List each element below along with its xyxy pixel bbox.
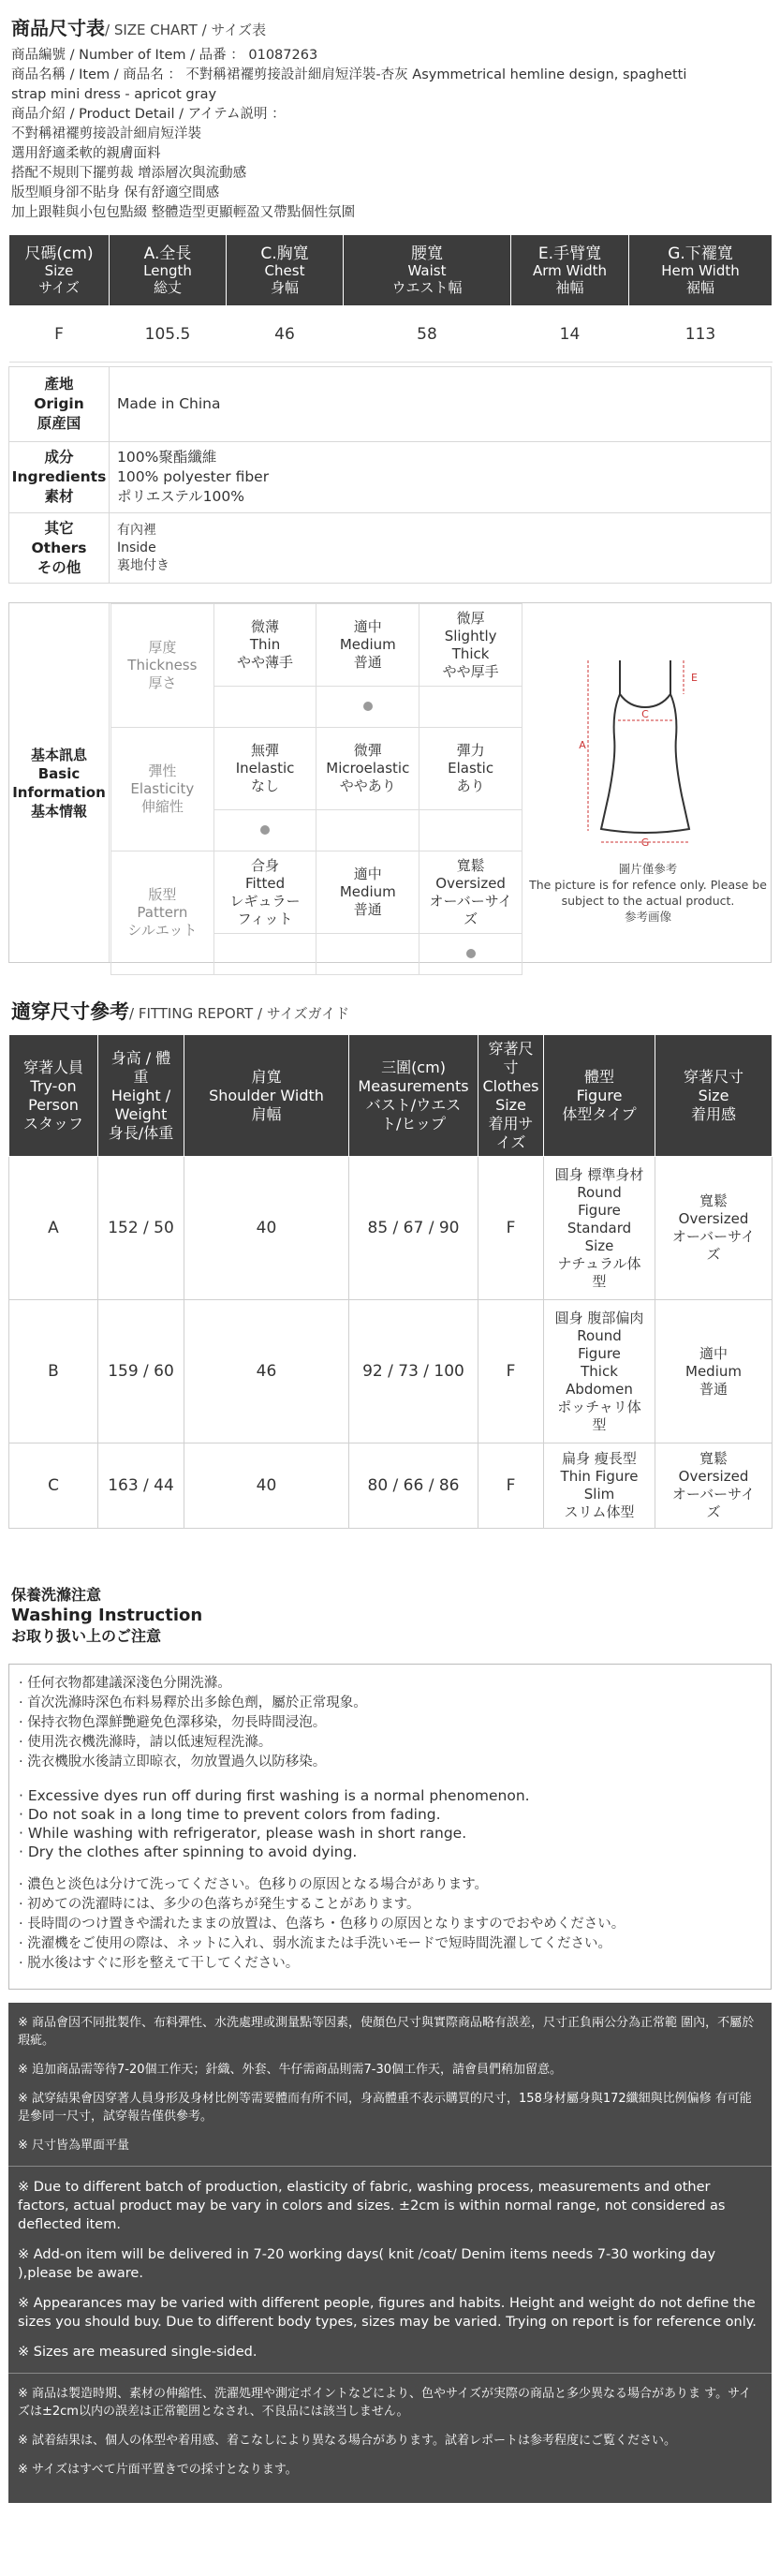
info-table bbox=[8, 366, 772, 584]
hdr-line: ト/ヒップ bbox=[381, 1114, 446, 1133]
hem-letter: G bbox=[640, 836, 650, 849]
pattern-option-fitted bbox=[213, 851, 316, 934]
strap-letter: E bbox=[691, 672, 698, 684]
pattern-label-ja: シルエット bbox=[127, 922, 198, 939]
thickness-option-thin bbox=[213, 604, 316, 687]
indicator-cell bbox=[419, 810, 522, 851]
pattern-label-en: Pattern bbox=[137, 904, 188, 921]
header-arm-zh: E.手臂寬 bbox=[537, 244, 602, 263]
cell-shoulder: 40 bbox=[184, 1157, 349, 1300]
product-detail-line: 搭配不規則下擺剪裁 增添層次與流動感 bbox=[11, 166, 247, 181]
cell-shoulder: 46 bbox=[184, 1300, 349, 1443]
hdr-line: Figure bbox=[576, 1086, 623, 1104]
feel-line: オーバーサイ bbox=[671, 1486, 756, 1503]
others-en: Inside bbox=[117, 540, 156, 555]
header-figure bbox=[544, 1035, 655, 1157]
washing-title-en: Washing Instruction bbox=[11, 1606, 203, 1625]
wash-line: · 長時間のつけ置きや濡れたままの放置は、色落ち・色移りの原因となりますのでおやめください。 bbox=[19, 1917, 625, 1932]
others-label-zh: 其它 bbox=[44, 519, 74, 537]
feel-line: オーバーサイ bbox=[671, 1228, 756, 1245]
elasticity-options-row bbox=[111, 728, 522, 810]
note-item: ※ 尺寸皆為單面平量 bbox=[18, 2139, 130, 2153]
cell-waist: 58 bbox=[344, 306, 511, 363]
elasticity-label-zh: 彈性 bbox=[148, 762, 177, 779]
opt-line: Thick bbox=[451, 644, 490, 662]
opt-line: レギュラー bbox=[229, 892, 301, 910]
indicator-cell bbox=[316, 687, 419, 728]
fig-line: Figure bbox=[578, 1344, 621, 1362]
opt-line: Medium bbox=[339, 636, 396, 653]
wash-line: · Excessive dyes run off during first washing is a normal phenomenon. bbox=[19, 1787, 530, 1804]
fitting-report-header bbox=[11, 997, 780, 1025]
wash-line: · 首次洗滌時深色布料易釋於出多餘色劑，屬於正常現象。 bbox=[19, 1695, 367, 1710]
ingredients-label-ja: 素材 bbox=[44, 488, 74, 505]
elasticity-label bbox=[111, 728, 214, 851]
note-item: ※ 商品會因不同批製作、布料彈性、水洗處理或測量點等因素，使顏色尺寸與實際商品略有誤差，尺寸正負兩公分為正常範 圍內，不屬於瑕疵。 bbox=[18, 2016, 755, 2048]
opt-line: 微彈 bbox=[353, 742, 382, 759]
wash-line: · 使用洗衣機洗滌時，請以低速短程洗滌。 bbox=[19, 1735, 272, 1750]
opt-line: 適中 bbox=[353, 618, 382, 635]
fig-line: ポッチャリ体 bbox=[557, 1398, 641, 1415]
fig-line: Standard bbox=[567, 1219, 632, 1236]
header-chest bbox=[227, 235, 344, 306]
header-waist-zh: 腰寬 bbox=[411, 244, 443, 263]
washing-title bbox=[11, 1585, 780, 1647]
opt-line: Inelastic bbox=[235, 760, 295, 777]
fig-line: Thin Figure bbox=[560, 1468, 639, 1485]
selected-dot-icon bbox=[466, 949, 476, 958]
header-size-en: Size bbox=[44, 261, 74, 279]
opt-line: ズ bbox=[464, 910, 478, 927]
ingredients-ja: ポリエステル100% bbox=[117, 488, 244, 505]
basic-info-en-1: Basic bbox=[37, 764, 81, 782]
wash-line: · 洗濯機をご使用の際は、ネットに入れ、弱水流または手洗いモードで短時間洗濯してください。 bbox=[19, 1936, 612, 1951]
indicator-cell bbox=[316, 810, 419, 851]
basic-info-zh: 基本訊息 bbox=[30, 746, 87, 763]
thickness-label-zh: 厚度 bbox=[148, 639, 177, 656]
wash-line: · 濃色と淡色は分けて洗ってください。色移りの原因となる場合があります。 bbox=[19, 1877, 489, 1892]
opt-line: 無彈 bbox=[251, 742, 280, 759]
fitting-row-c bbox=[9, 1443, 773, 1529]
origin-row bbox=[9, 367, 772, 442]
notes-ja bbox=[18, 2385, 762, 2479]
fig-line: Round bbox=[577, 1183, 622, 1201]
note-zh: 圖片僅參考 bbox=[618, 862, 678, 876]
note-item: ※ Sizes are measured single-sided. bbox=[18, 2345, 258, 2360]
thickness-label-ja: 厚さ bbox=[148, 674, 177, 691]
cell-size: F bbox=[478, 1157, 544, 1300]
size-row-f bbox=[9, 306, 773, 363]
opt-line: なし bbox=[251, 777, 280, 794]
fig-line: スリム体型 bbox=[564, 1503, 635, 1520]
hdr-line: Weight bbox=[114, 1104, 168, 1123]
dress-diagram-svg bbox=[562, 655, 749, 851]
dress-diagram bbox=[562, 655, 749, 851]
hdr-line: Height / bbox=[110, 1086, 171, 1104]
selected-dot-icon bbox=[260, 825, 270, 835]
size-chart-subtitle: / SIZE CHART / サイズ表 bbox=[105, 22, 267, 38]
cell-person: B bbox=[9, 1300, 98, 1443]
wash-line: · 保持衣物色澤鮮艷避免色澤移染，勿長時間浸泡。 bbox=[19, 1715, 327, 1730]
ingredients-label-zh: 成分 bbox=[44, 449, 74, 466]
indicator-cell bbox=[419, 934, 522, 975]
elasticity-option-microelastic bbox=[316, 728, 419, 810]
opt-line: Elastic bbox=[448, 760, 494, 777]
thickness-options-row bbox=[111, 604, 522, 687]
header-hem-en: Hem Width bbox=[661, 261, 740, 279]
notes-panel bbox=[8, 2003, 772, 2503]
header-shoulder bbox=[184, 1035, 349, 1157]
opt-line: 寬鬆 bbox=[456, 856, 485, 874]
hdr-line: Size bbox=[495, 1095, 526, 1114]
hdr-line: バスト/ウエス bbox=[365, 1095, 462, 1114]
size-chart-header bbox=[0, 0, 780, 223]
opt-line: Microelastic bbox=[326, 760, 410, 777]
others-label-en: Others bbox=[31, 539, 87, 556]
indicator-cell bbox=[316, 934, 419, 975]
cell-person: A bbox=[9, 1157, 98, 1300]
size-table bbox=[8, 234, 773, 363]
ingredients-row bbox=[9, 442, 772, 513]
note-item: ※ Add-on item will be delivered in 7-20 working days( knit /coat/ Denim items needs 7-30 working day ),please be aware. bbox=[18, 2247, 716, 2281]
header-waist-ja: ウエスト幅 bbox=[391, 278, 463, 296]
note-item: ※ サイズはすべて片面平置きでの採寸となります。 bbox=[18, 2463, 298, 2477]
indicator-cell bbox=[213, 934, 316, 975]
cell-fit-feel bbox=[655, 1157, 773, 1300]
opt-line: 合身 bbox=[251, 856, 280, 874]
header-length-zh: A.全長 bbox=[143, 244, 192, 263]
header-size-zh: 尺碼(cm) bbox=[24, 244, 94, 263]
cell-person: C bbox=[9, 1443, 98, 1529]
thickness-label-en: Thickness bbox=[127, 657, 198, 674]
opt-line: フィット bbox=[237, 910, 293, 927]
fig-line: 型 bbox=[592, 1272, 607, 1290]
cell-height-weight: 163 / 44 bbox=[98, 1443, 184, 1529]
fig-line: Figure bbox=[578, 1201, 621, 1219]
selected-dot-icon bbox=[363, 702, 373, 711]
opt-line: Fitted bbox=[244, 874, 286, 892]
product-detail-line: 選用舒適柔軟的親膚面料 bbox=[11, 146, 161, 161]
size-chart-title bbox=[11, 13, 769, 40]
pattern-option-oversized bbox=[419, 851, 522, 934]
feel-line: 普通 bbox=[699, 1380, 728, 1398]
basic-info-panel bbox=[8, 602, 772, 963]
header-fit-feel bbox=[655, 1035, 773, 1157]
cell-length: 105.5 bbox=[110, 306, 227, 363]
header-waist bbox=[344, 235, 511, 306]
chest-letter: C bbox=[641, 708, 649, 720]
note-item: ※ Appearances may be varied with different people, figures and habits. Height and weight do not define the sizes you should buy. Due to different body types, sizes may be varied. Trying on report is for reference only. bbox=[18, 2296, 757, 2330]
opt-line: Slightly bbox=[444, 627, 497, 644]
hdr-line: Try-on bbox=[30, 1076, 77, 1095]
fitting-table-header bbox=[9, 1035, 773, 1157]
wash-line: · Do not soak in a long time to prevent colors from fading. bbox=[19, 1806, 441, 1823]
washing-zh bbox=[19, 1674, 761, 1772]
pattern-option-medium bbox=[316, 851, 419, 934]
fig-line: Abdomen bbox=[566, 1380, 633, 1398]
header-measurements bbox=[349, 1035, 478, 1157]
header-hem-width bbox=[629, 235, 773, 306]
picture-note bbox=[526, 861, 770, 925]
opt-line: 微薄 bbox=[251, 618, 280, 635]
thickness-option-thick bbox=[419, 604, 522, 687]
length-letter: A bbox=[579, 739, 586, 751]
ingredients-label bbox=[9, 442, 110, 513]
opt-line: Oversized bbox=[435, 874, 506, 892]
origin-label-ja: 原産国 bbox=[37, 415, 81, 432]
hdr-line: Clothes bbox=[482, 1076, 539, 1095]
cell-shoulder: 40 bbox=[184, 1443, 349, 1529]
elasticity-label-ja: 伸縮性 bbox=[140, 798, 184, 815]
indicator-cell bbox=[419, 687, 522, 728]
header-length bbox=[110, 235, 227, 306]
opt-line: Medium bbox=[339, 883, 396, 900]
product-name-cont: strap mini dress - apricot gray bbox=[11, 87, 217, 102]
others-zh: 有內裡 bbox=[117, 522, 156, 538]
others-label bbox=[9, 513, 110, 584]
ingredients-en: 100% polyester fiber bbox=[117, 468, 270, 485]
cell-figure bbox=[544, 1157, 655, 1300]
hdr-line: Measurements bbox=[358, 1076, 469, 1095]
product-detail-line: 加上跟鞋與小包包點綴 整體造型更顯輕盈又帶點個性氛圍 bbox=[11, 205, 356, 220]
opt-line: Thin bbox=[249, 636, 281, 653]
fig-line: Slim bbox=[583, 1486, 615, 1503]
washing-title-zh: 保養洗滌注意 bbox=[11, 1586, 102, 1604]
washing-title-ja: お取り扱い上のご注意 bbox=[11, 1627, 162, 1645]
wash-line: · 洗衣機脫水後請立即晾衣，勿放置過久以防移染。 bbox=[19, 1754, 327, 1769]
hdr-line: Size bbox=[698, 1086, 729, 1104]
wash-line: · 初めての洗濯時には、多少の色落ちが発生することがあります。 bbox=[19, 1897, 420, 1912]
others-ja: 裏地付き bbox=[117, 557, 169, 573]
product-number: 商品編號 / Number of Item / 品番 ： 01087263 bbox=[11, 48, 318, 63]
cell-measurements: 92 / 73 / 100 bbox=[349, 1300, 478, 1443]
fig-line: ナチュラル体 bbox=[557, 1254, 641, 1272]
fig-line: 型 bbox=[592, 1415, 607, 1433]
feel-line: 寬鬆 bbox=[699, 1192, 728, 1209]
others-row bbox=[9, 513, 772, 584]
fig-line: Thick bbox=[581, 1362, 618, 1380]
hdr-line: Person bbox=[28, 1095, 79, 1114]
ingredients-zh: 100%聚酯纖維 bbox=[117, 449, 217, 466]
fig-line: Round bbox=[577, 1326, 622, 1344]
header-person bbox=[9, 1035, 98, 1157]
thickness-label bbox=[111, 604, 214, 728]
others-label-ja: その他 bbox=[37, 558, 81, 576]
origin-label bbox=[9, 367, 110, 442]
product-description bbox=[11, 46, 769, 223]
header-arm-ja: 袖幅 bbox=[555, 278, 584, 296]
opt-line: オーバーサイ bbox=[429, 892, 512, 910]
note-item: ※ 試着結果は、個人の体型や着用感、着こなしにより異なる場合があります。試着レポートは参考程度にご覧ください。 bbox=[18, 2434, 676, 2448]
opt-line: やや厚手 bbox=[442, 662, 499, 680]
origin-value: Made in China bbox=[110, 367, 772, 442]
hdr-line: 穿著人員 bbox=[22, 1058, 83, 1076]
opt-line: ややあり bbox=[339, 777, 396, 794]
ingredients-value bbox=[110, 442, 772, 513]
wash-line: · 任何衣物都建議深淺色分開洗滌。 bbox=[19, 1676, 231, 1691]
fig-line: Size bbox=[584, 1236, 614, 1254]
hdr-line: 穿著尺寸 bbox=[683, 1067, 743, 1086]
elasticity-option-elastic bbox=[419, 728, 522, 810]
feel-line: 適中 bbox=[699, 1344, 728, 1362]
pattern-label-zh: 版型 bbox=[148, 886, 177, 903]
header-length-en: Length bbox=[143, 261, 192, 279]
note-item: ※ 商品は製造時期、素材の伸縮性、洗濯処理や測定ポイントなどにより、色やサイズが実際の商品と多少異なる場合がありま す。サイズは±2cm以内の誤差は正常範囲となされ、不良品には該当しません。 bbox=[18, 2387, 752, 2419]
cell-figure bbox=[544, 1443, 655, 1529]
fitting-row-a bbox=[9, 1157, 773, 1300]
note-ja: 参考画像 bbox=[624, 910, 671, 924]
hdr-line: イズ bbox=[495, 1133, 526, 1151]
notes-divider bbox=[8, 2373, 772, 2374]
hdr-line: 三圍(cm) bbox=[381, 1058, 446, 1076]
others-value bbox=[110, 513, 772, 584]
hdr-line: 体型タイプ bbox=[562, 1104, 637, 1123]
opt-line: 普通 bbox=[353, 654, 382, 671]
hdr-line: 身長/体重 bbox=[108, 1123, 174, 1142]
header-chest-en: Chest bbox=[264, 261, 305, 279]
origin-label-zh: 產地 bbox=[44, 376, 74, 392]
fitting-subtitle: / FITTING REPORT / サイズガイド bbox=[129, 1005, 350, 1022]
hdr-line: 寸 bbox=[503, 1058, 519, 1076]
header-clothes-size bbox=[478, 1035, 544, 1157]
header-arm-en: Arm Width bbox=[532, 261, 608, 279]
cell-fit-feel bbox=[655, 1300, 773, 1443]
fitting-report-title bbox=[11, 997, 780, 1025]
size-chart-title-zh: 商品尺寸表 bbox=[11, 17, 105, 39]
opt-line: 彈力 bbox=[456, 742, 485, 759]
feel-line: Oversized bbox=[678, 1468, 749, 1485]
hdr-line: 身高 / 體 bbox=[110, 1048, 171, 1067]
note-item: ※ 追加商品需等待7-20個工作天；針織、外套、牛仔需商品則需7-30個工作天，請會員們稍加留意。 bbox=[18, 2063, 563, 2077]
feel-line: Oversized bbox=[678, 1210, 749, 1227]
feel-line: Medium bbox=[685, 1362, 742, 1380]
cell-measurements: 85 / 67 / 90 bbox=[349, 1157, 478, 1300]
origin-label-en: Origin bbox=[34, 395, 84, 412]
basic-info-ja: 基本情報 bbox=[30, 802, 87, 820]
notes-en bbox=[18, 2178, 762, 2361]
product-detail-line: 不對稱裙襬剪接設計細肩短洋裝 bbox=[11, 126, 201, 141]
cell-size: F bbox=[9, 306, 110, 363]
washing-instructions bbox=[8, 1664, 772, 1990]
washing-ja bbox=[19, 1875, 761, 1974]
feel-line: 寬鬆 bbox=[699, 1450, 728, 1467]
cell-fit-feel bbox=[655, 1443, 773, 1529]
fitting-title-zh: 適穿尺寸參考 bbox=[11, 1000, 129, 1023]
cell-size: F bbox=[478, 1300, 544, 1443]
header-hem-ja: 裾幅 bbox=[685, 278, 714, 296]
notes-zh bbox=[18, 2014, 762, 2154]
opt-line: 適中 bbox=[353, 866, 382, 882]
header-arm-width bbox=[511, 235, 629, 306]
opt-line: 普通 bbox=[353, 901, 382, 918]
elasticity-option-inelastic bbox=[213, 728, 316, 810]
elasticity-label-en: Elasticity bbox=[130, 780, 195, 797]
note-item: ※ Due to different batch of production, elasticity of fabric, washing process, measurements and other factors, actual product may be vary in colors and sizes. ±2cm is within normal range, not considered as deflected item. bbox=[18, 2180, 726, 2232]
hdr-line: スタッフ bbox=[22, 1114, 83, 1133]
opt-line: やや薄手 bbox=[237, 654, 294, 671]
header-chest-ja: 身幅 bbox=[270, 278, 299, 296]
note-item: ※ 試穿結果會因穿著人員身形及身材比例等需要體而有所不同，身高體重不表示購買的尺寸，158身材屬身與172纖細與比例偏修 有可能是參同一尺寸，試穿報告僅供參考。 bbox=[18, 2092, 752, 2124]
product-name: 商品名稱 / Item / 商品名 ： 不對稱裙襬剪接設計細肩短洋裝-杏灰 Asymmetrical hemline design, spaghetti bbox=[11, 67, 687, 82]
wash-line: · 脱水後はすぐに形を整えて干してください。 bbox=[19, 1956, 300, 1971]
hdr-line: 肩寬 bbox=[251, 1067, 282, 1086]
opt-line: 微厚 bbox=[456, 609, 485, 627]
notes-divider bbox=[8, 2166, 772, 2167]
product-detail-label: 商品介紹 / Product Detail / アイテム説明 ： bbox=[11, 107, 286, 122]
hdr-line: 重 bbox=[133, 1067, 149, 1086]
hdr-line: 體型 bbox=[583, 1067, 614, 1086]
wash-line: · While washing with refrigerator, please wash in short range. bbox=[19, 1825, 467, 1842]
pattern-label bbox=[111, 851, 214, 975]
note-en-2: subject to the actual product. bbox=[561, 894, 735, 908]
thickness-option-medium bbox=[316, 604, 419, 687]
hdr-line: 肩幅 bbox=[251, 1104, 282, 1123]
product-detail-line: 版型順身卻不貼身 保有舒適空間感 bbox=[11, 185, 220, 200]
hdr-line: 穿著尺 bbox=[488, 1039, 534, 1058]
fig-line: 扁身 瘦長型 bbox=[562, 1450, 637, 1467]
hdr-line: 着用感 bbox=[690, 1104, 736, 1123]
fig-line: 圓身 腹部偏肉 bbox=[554, 1309, 644, 1326]
header-size-ja: サイズ bbox=[38, 278, 80, 296]
opt-line: あり bbox=[456, 777, 485, 794]
header-height-weight bbox=[98, 1035, 184, 1157]
pattern-options-row bbox=[111, 851, 522, 934]
fig-line: 圓身 標準身材 bbox=[554, 1165, 644, 1183]
cell-chest: 46 bbox=[227, 306, 344, 363]
fitting-table bbox=[8, 1034, 773, 1529]
cell-arm-width: 14 bbox=[511, 306, 629, 363]
ingredients-label-en: Ingredients bbox=[11, 468, 107, 485]
basic-info-label bbox=[9, 603, 110, 962]
header-waist-en: Waist bbox=[407, 261, 447, 279]
header-chest-zh: C.胸寬 bbox=[260, 244, 309, 263]
cell-hem-width: 113 bbox=[629, 306, 773, 363]
washing-en bbox=[19, 1786, 761, 1861]
size-table-header bbox=[9, 235, 773, 306]
header-hem-zh: G.下襬寬 bbox=[668, 244, 733, 263]
fitting-row-b bbox=[9, 1300, 773, 1443]
feel-line: ズ bbox=[706, 1503, 721, 1520]
attribute-grid bbox=[110, 603, 522, 975]
cell-height-weight: 152 / 50 bbox=[98, 1157, 184, 1300]
hdr-line: 着用サ bbox=[488, 1114, 534, 1133]
indicator-cell bbox=[213, 810, 316, 851]
indicator-cell bbox=[213, 687, 316, 728]
note-en-1: The picture is for refence only. Please be bbox=[529, 878, 767, 892]
cell-figure bbox=[544, 1300, 655, 1443]
cell-measurements: 80 / 66 / 86 bbox=[349, 1443, 478, 1529]
wash-line: · Dry the clothes after spinning to avoid dying. bbox=[19, 1843, 358, 1860]
basic-info-en-2: Information bbox=[12, 783, 106, 801]
hdr-line: Shoulder Width bbox=[209, 1086, 324, 1104]
header-size bbox=[9, 235, 110, 306]
feel-line: ズ bbox=[706, 1246, 721, 1263]
cell-size: F bbox=[478, 1443, 544, 1529]
header-length-ja: 総丈 bbox=[153, 278, 182, 296]
cell-height-weight: 159 / 60 bbox=[98, 1300, 184, 1443]
